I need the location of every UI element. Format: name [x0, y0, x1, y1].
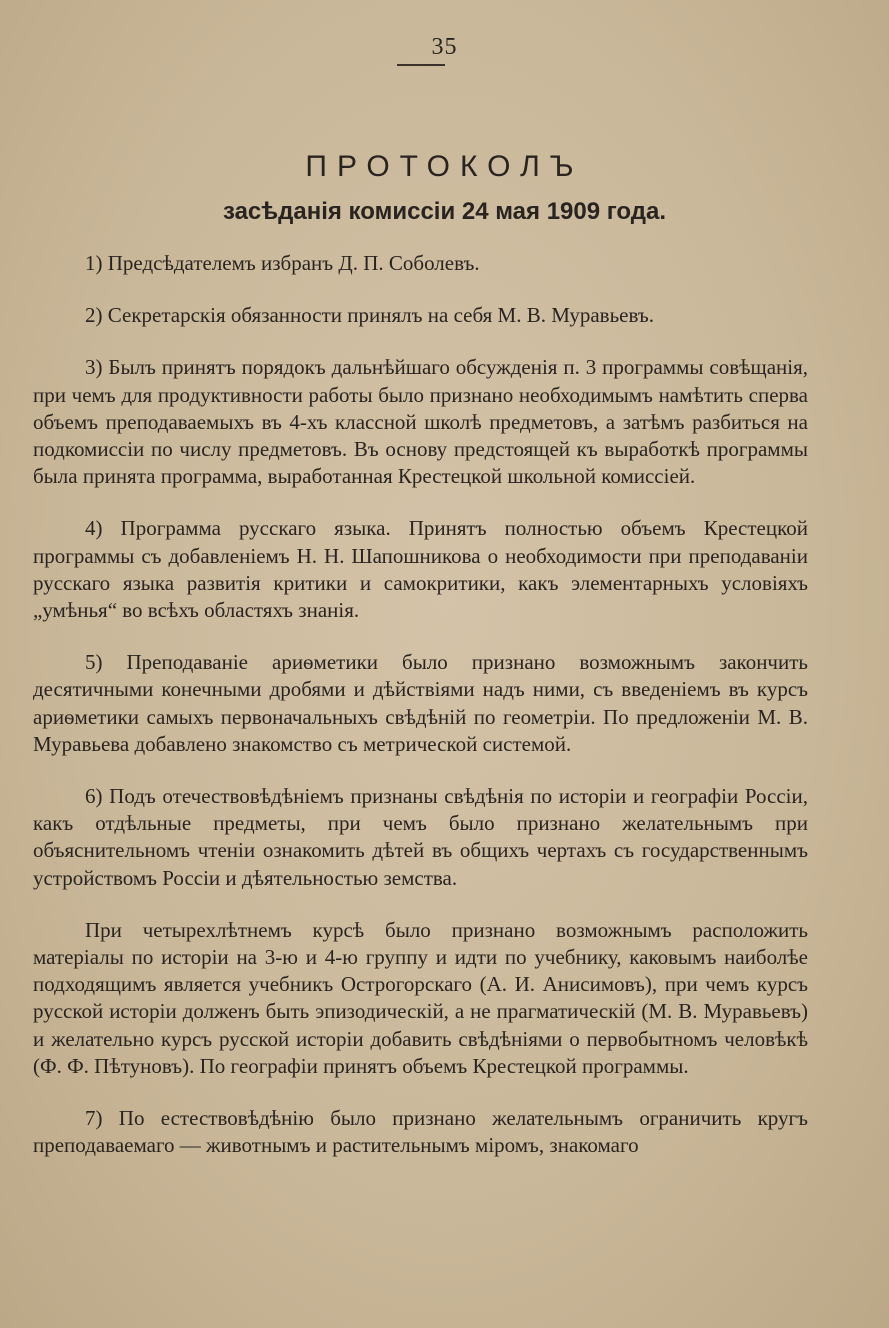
protocol-body [33, 250, 808, 1159]
paragraph-3: 3) Былъ принятъ порядокъ дальнѣйшаго обсужденія п. 3 программы совѣщанія, при чемъ для продуктивности работы было признано необходимымъ намѣтить сперва объемъ преподаваемыхъ въ 4-хъ классной школѣ предметовъ, а затѣмъ разбиться на подкомиссіи по числу предметовъ. Въ основу предстоящей къ выработкѣ программы была принята программа, выработанная Крестецкой школьной комиссіей. [33, 355, 808, 489]
document-subtitle: засѣданія комиссіи 24 мая 1909 года. [222, 198, 667, 225]
paragraph-6: 6) Подъ отечествовѣдѣніемъ признаны свѣдѣнія по исторіи и географіи Россіи, какъ отдѣльные предметы, при чемъ было признано желательнымъ при объяснительномъ чтеніи ознакомить дѣтей въ общихъ чертахъ съ государственнымъ устройствомъ Россіи и дѣятельностью земства. [33, 784, 808, 890]
page-number-rule [397, 64, 445, 66]
paragraph-6-continued: При четырехлѣтнемъ курсѣ было признано возможнымъ расположить матеріалы по исторіи на 3-ю и 4-ю группу и идти по учебнику, каковымъ наиболѣе подходящимъ является учебникъ Острогорскаго (А. И. Анисимовъ), при чемъ курсъ русской исторіи долженъ быть эпизодическій, а не прагматическій (М. В. Муравьевъ) и желательно курсъ русской исторіи добавить свѣдѣніями о первобытномъ человѣкѣ (Ф. Ф. Пѣтуновъ). По географіи принятъ объемъ Крестецкой программы. [33, 917, 808, 1078]
paragraph-5: 5) Преподаваніе ариѳметики было признано возможнымъ закончить десятичными конечными дробями и дѣйствіями надъ ними, съ введеніемъ въ курсъ ариѳметики самыхъ первоначальныхъ свѣдѣній по геометріи. По предложеніи М. В. Муравьева добавлено знакомство съ метрической системой. [33, 650, 808, 756]
paragraph-1: 1) Предсѣдателемъ избранъ Д. П. Соболевъ. [85, 251, 480, 275]
paragraph-7: 7) По естествовѣдѣнію было признано желательнымъ ограничить кругъ преподаваемаго — животнымъ и растительнымъ міромъ, знакомаго [33, 1106, 808, 1158]
document-title: ПРОТОКОЛЪ [305, 150, 584, 183]
paragraph-4: 4) Программа русскаго языка. Принятъ полностью объемъ Крестецкой программы съ добавленіемъ Н. Н. Шапошникова о необходимости при преподаваніи русскаго языка развитія критики и самокритики, какъ элементарныхъ условіяхъ „умѣнья“ во всѣхъ областяхъ знанія. [33, 516, 808, 623]
page-number: 35 [431, 34, 458, 60]
paragraph-2: 2) Секретарскія обязанности принялъ на себя М. В. Муравьевъ. [85, 303, 654, 328]
